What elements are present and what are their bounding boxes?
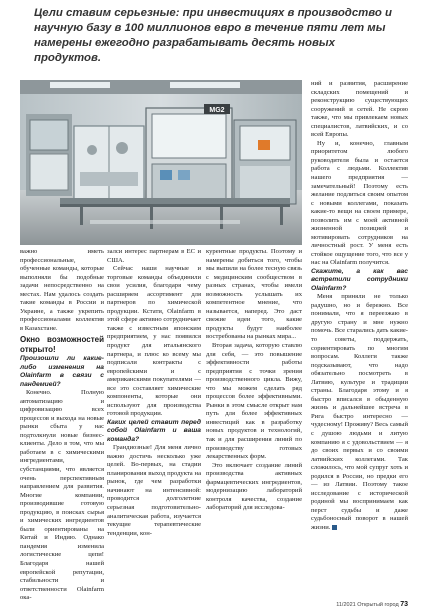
- machine-label: MG2: [209, 107, 225, 114]
- page-footer: [0, 601, 408, 611]
- text-column-4: [311, 80, 408, 596]
- col4-paragraph: Ну и, конечно, главным приоритетом любого руководителя была и остается работа с людьми. Коллектив нашего предприятия — замечательный! Поэтому есть желание подлиться своим опытом с новыми коллегами, показать какие-то вещи на своем примере, позволить им с моей активной жизненной позицией и мотивировать сотрудников на личностный рост. У меня есть стойкое ощущение того, что все у нас на Olainfarm получится.: [311, 139, 408, 267]
- section-heading: Окно возможностей открыто!: [20, 335, 104, 355]
- col2-paragraph: Сейчас наши научные и торговые команды объединили свои усилия, благодаря чему расширяем ассортимент для партнеров по химической продукции. Кстати, Olainfarm в этой сфере активно сотрудничает также с известным японским предприятием, у нас появился продукт для итальянского партнера, и плюс ко всему мы подписали контракты с европейскими и с американскими покупателями — все это составляет химические компоненты, которые они используют для производства готовой продукции.: [107, 265, 201, 418]
- text-column-1: [20, 248, 104, 602]
- col2-paragraph: залси интерес партнерам в ЕС и США.: [107, 248, 201, 264]
- production-line-photo: [20, 80, 302, 245]
- col4-paragraph: [311, 293, 408, 532]
- interview-question: Каких целей ставит перед собой Olainfarm и ваша команда?: [107, 418, 201, 443]
- col3-paragraph: Это включает создание линий производства активных фармацевтических ингредиентов, модернизацию лабораторий контроля качества, создание лабораторий для исследова-: [206, 461, 302, 512]
- col3-paragraph: Вторая задача, которую ставлю для себя, — это повышение эффективности работы предприятия с точки зрения производственного цикла. Вижу, что мы можем сделать ряд процессов более эффективными. Рынки в этом смысле открыт нам путь для более эффективных инвестиций как в разработку новых продуктов и технологий, так и для расширения линий по производству готовых лекарственных форм.: [206, 342, 302, 461]
- interview-question: Скажите, а как вас встретили сотрудники Olainfarm?: [311, 268, 408, 292]
- text-column-3: [206, 248, 302, 596]
- text-column-2: [107, 248, 201, 596]
- end-of-article-mark: [332, 525, 337, 530]
- col4-paragraph: ний и развития, расширение складских помещений и реконструкцию существующих сооружений и сетей. Не скрою также, что мы привлекаем новых специалистов, латвийских, и со всей Европы.: [311, 80, 408, 139]
- lead-paragraph: Цели ставим серьезные: при инвестициях в производство и научную базу в 100 миллионов евро в течение пяти лет мы намерены ежегодно разрабатывать десять новых продуктов.: [34, 7, 392, 64]
- col4-final-text: Меня приняли не только радушно, но и бережно. Все понимали, что я переезжаю в другую страну и мне нужно помочь. Все старались дать какие-то советы, поддержать, сориентировать по многим вопросам. Коллеги также подсказывают, что надо обязательно посмотреть в Латвию, культуре и традиции страны. Благодаря этому и я быстро вписался в обыденную жизнь и дальнейшее встреча в Рига быстро интересно — чудесному! Проживу? Весь самый с душою людьми и литую компанию я с удовольствием — я до своих первых и со своими латвийских коллегами. Так сложилось, что мой супруг хоть и родился в России, но предки его — из Латвии. Поэтому такое исследование с исторической родиной мы воспринимаем как перст судьбы и даже судьбоносный поворот в нашей жизни.: [311, 293, 408, 532]
- col3-paragraph: курентные продукты. Поэтому и намерены добиться того, чтобы мы выпили на более тесную связь с медицинским сообществом в разных странах, чтобы имели возможность услышать их компетентное мнение, что называется, наперед. Это даст свежие идеи того, какие продукты будут наиболее востребованы на рынках мира...: [206, 248, 302, 341]
- interview-question: Произошли ли какие-либо изменения на Olainfarm в связи с пандемией?: [20, 355, 104, 388]
- issue-label: 11/2021 Открытый город: [336, 602, 399, 608]
- page-number: 73: [400, 601, 408, 608]
- col2-paragraph: Грандиозные! Для меня лично важно достичь несколько уже целей. Во-первых, на стадии планирования выход продукта на рынок, где чем разработки начинают на интенсивной: проводится долголетние серьезная подготовительно-аналитическая работа, изучается текущие терапевтические тенденции, кон-: [107, 444, 201, 537]
- col1-paragraph: важно иметь профессиональные, обученные команды, которые выполняли бы подобные задачи непосредственно на местах. Нам удалось создать такие команды в России и Украине, а также укрепить профессионалами коллектив в Казахстане.: [20, 248, 104, 332]
- col1-paragraph: Конечно. Полную автоматизацию и цифровизацию всех процессов и выхода на новые рынки сбыта у нас подтолкнули новые бизнес-клиенты. Дело в том, что мы работаем в с химическими ингредиентами, субстанциями, что является очень перспективным направлением для развития. Многие компании, производившие готовую продукцию, в поисках сырья и химических ингредиентов были ориентированы на Китай и Индию. Однако пандемия изменила логистические цепи! Благодаря нашей европейской репутации, стабильности и ответственности Olainfarm ока-: [20, 389, 104, 602]
